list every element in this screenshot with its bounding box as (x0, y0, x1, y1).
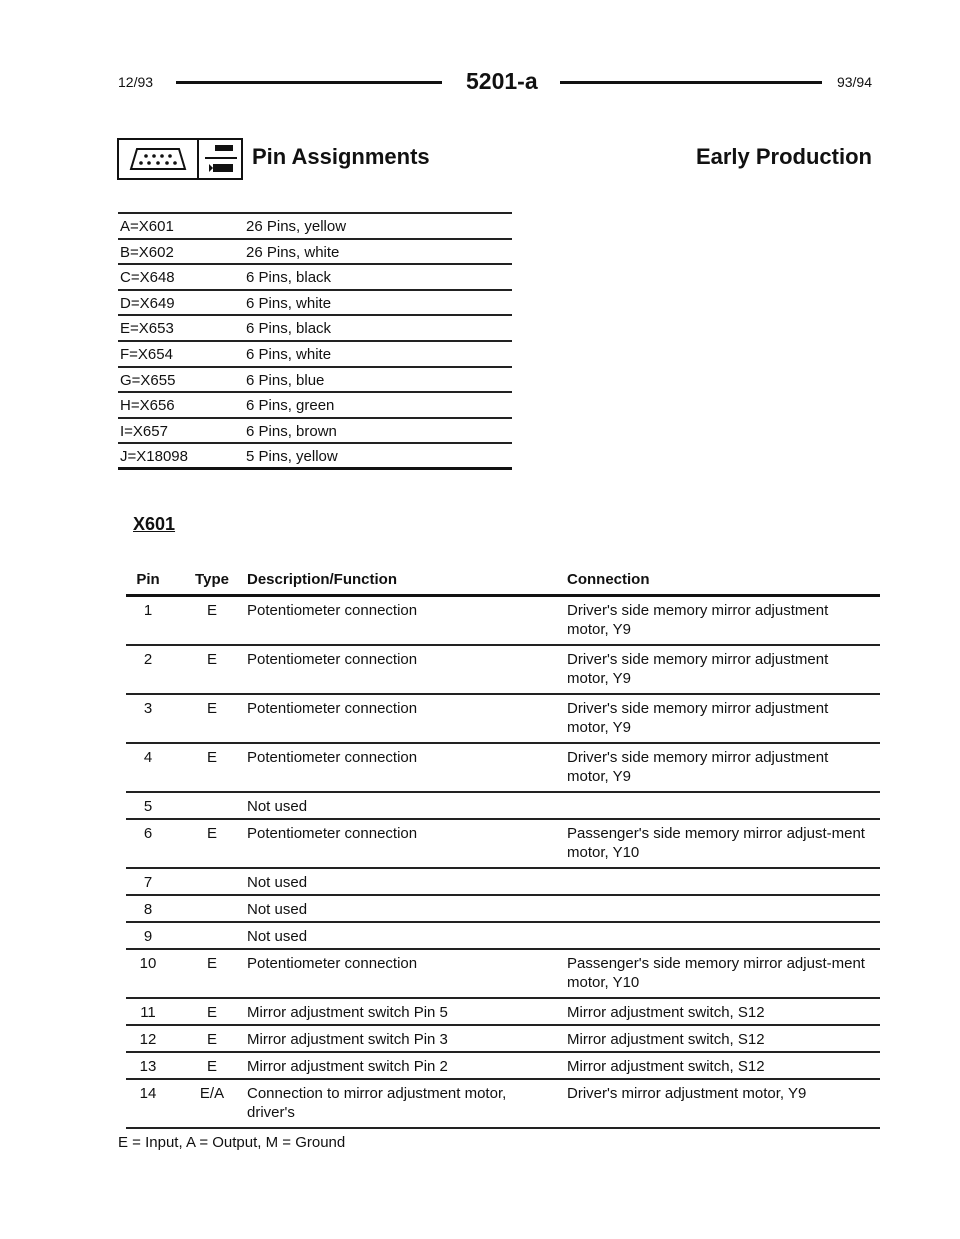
table-row (126, 950, 880, 999)
connector-id: I=X657 (120, 422, 168, 440)
footnote: E = Input, A = Output, M = Ground (118, 1134, 346, 1151)
pin-type: E (206, 1058, 217, 1075)
pin-type: E (206, 955, 217, 972)
connector-description: 6 Pins, brown (246, 422, 337, 440)
table-row (126, 646, 880, 695)
pin-description: Potentiometer connection (247, 955, 418, 972)
table-row (126, 1026, 880, 1053)
legend-row (118, 391, 512, 417)
pin-number: 1 (143, 602, 153, 619)
pin-type: E/A (199, 1085, 225, 1102)
pin-number: 10 (139, 955, 157, 972)
pin-description: Potentiometer connection (247, 602, 418, 619)
pin-type: E (206, 700, 217, 717)
pin-description: Connection to mirror adjustment motor, driver's (247, 1085, 507, 1121)
table-row (126, 896, 880, 923)
connector-description: 6 Pins, blue (246, 371, 325, 389)
pin-description: Potentiometer connection (247, 700, 418, 717)
connector-description: 6 Pins, white (246, 294, 332, 312)
connector-id: B=X602 (120, 243, 174, 261)
legend-row (118, 263, 512, 289)
pin-type: E (206, 651, 217, 668)
pin-description: Not used (247, 798, 308, 815)
table-row (126, 793, 880, 820)
header-rule-left (176, 81, 442, 84)
pin-number: 13 (139, 1058, 157, 1075)
table-header (126, 570, 880, 597)
legend-row (118, 366, 512, 392)
connector-id: F=X654 (120, 345, 173, 363)
table-row (126, 923, 880, 950)
pin-connection: Passenger's side memory mirror adjust-ment motor, Y10 (567, 955, 865, 991)
pin-number: 12 (139, 1031, 157, 1048)
connector-legend-table (118, 212, 512, 470)
table-row (126, 999, 880, 1026)
pin-connection: Driver's mirror adjustment motor, Y9 (567, 1085, 807, 1102)
header-connection: Connection (567, 571, 650, 588)
table-row (126, 744, 880, 793)
pin-number: 8 (143, 901, 153, 918)
pin-number: 14 (139, 1085, 157, 1102)
connector-description: 26 Pins, yellow (246, 218, 347, 235)
pin-description: Not used (247, 928, 308, 945)
pin-connection: Mirror adjustment switch, S12 (567, 1058, 765, 1075)
pin-connection: Mirror adjustment switch, S12 (567, 1031, 765, 1048)
pin-type: E (206, 749, 217, 766)
pin-description: Potentiometer connection (247, 825, 418, 842)
header-type: Type (195, 571, 229, 588)
pin-connection: Driver's side memory mirror adjustment motor, Y9 (567, 602, 829, 638)
section-title: X601 (133, 514, 176, 534)
connector-description: 6 Pins, green (246, 397, 335, 415)
pin-connection: Mirror adjustment switch, S12 (567, 1004, 765, 1021)
connector-icon (117, 138, 243, 180)
pin-connection: Passenger's side memory mirror adjust-ment motor, Y10 (567, 825, 865, 861)
connector-id: H=X656 (120, 397, 175, 415)
connector-id: J=X18098 (120, 448, 188, 466)
pin-type: E (206, 1004, 217, 1021)
pin-connection: Driver's side memory mirror adjustment motor, Y9 (567, 749, 829, 785)
pin-description: Not used (247, 901, 308, 918)
pin-number: 5 (143, 798, 153, 815)
connector-description: 6 Pins, black (246, 320, 332, 338)
pin-number: 9 (143, 928, 153, 945)
pin-description: Mirror adjustment switch Pin 2 (247, 1058, 448, 1075)
legend-row (118, 340, 512, 366)
pin-type: E (206, 825, 217, 842)
pin-description: Potentiometer connection (247, 749, 418, 766)
header-pin: Pin (136, 571, 160, 588)
pin-connection: Driver's side memory mirror adjustment motor, Y9 (567, 700, 829, 736)
header-rule-right (560, 81, 822, 84)
pin-number: 7 (143, 874, 153, 891)
page-number: 5201-a (466, 68, 538, 94)
connector-id: G=X655 (120, 371, 176, 389)
pin-number: 4 (143, 749, 153, 766)
connector-id: C=X648 (120, 269, 175, 287)
pin-number: 2 (143, 651, 153, 668)
pin-number: 3 (143, 700, 153, 717)
pin-type: E (206, 602, 217, 619)
header-date-right: 93/94 (836, 74, 872, 90)
legend-row (118, 238, 512, 264)
table-row (126, 869, 880, 896)
connector-description: 26 Pins, white (246, 243, 340, 261)
pin-type: E (206, 1031, 217, 1048)
connector-id: A=X601 (120, 218, 174, 235)
pin-connection: Driver's side memory mirror adjustment motor, Y9 (567, 651, 829, 687)
legend-row (118, 289, 512, 315)
pin-assignment-table (126, 570, 880, 1129)
connector-description: 5 Pins, yellow (246, 448, 338, 466)
connector-description: 6 Pins, black (246, 269, 332, 287)
legend-row (118, 442, 512, 470)
pin-description: Not used (247, 874, 308, 891)
legend-row (118, 212, 512, 238)
legend-row (118, 417, 512, 443)
table-row (126, 1080, 880, 1129)
pin-description: Potentiometer connection (247, 651, 418, 668)
pin-description: Mirror adjustment switch Pin 3 (247, 1031, 448, 1048)
connector-id: E=X653 (120, 320, 174, 338)
legend-row (118, 314, 512, 340)
connector-description: 6 Pins, white (246, 345, 332, 363)
table-row (126, 820, 880, 869)
header-description: Description/Function (247, 571, 397, 588)
table-row (126, 695, 880, 744)
header-date-left: 12/93 (118, 74, 154, 90)
pin-description: Mirror adjustment switch Pin 5 (247, 1004, 448, 1021)
connector-id: D=X649 (120, 294, 175, 312)
page-subtitle: Early Production (695, 144, 872, 169)
pin-number: 6 (143, 825, 153, 842)
table-row (126, 597, 880, 646)
page-title: Pin Assignments (252, 144, 430, 169)
pin-number: 11 (140, 1004, 156, 1021)
table-row (126, 1053, 880, 1080)
